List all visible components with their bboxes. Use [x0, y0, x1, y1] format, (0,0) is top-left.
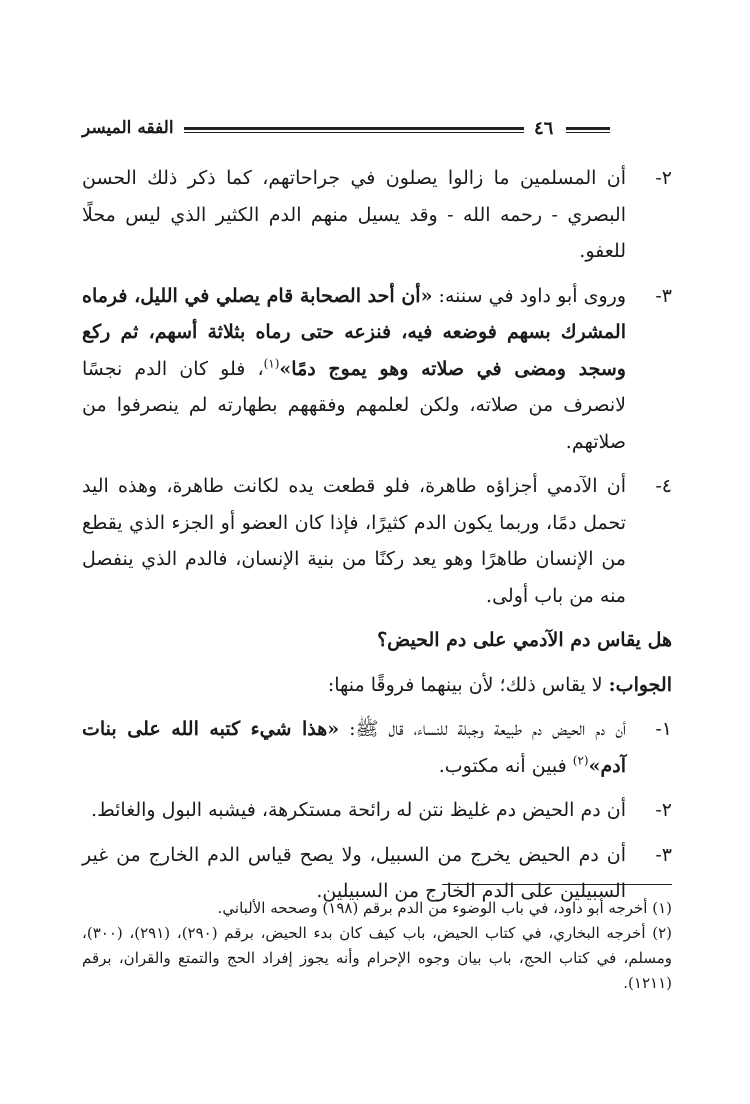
footnote-ref: (٢) [572, 753, 589, 768]
question-heading: هل يقاس دم الآدمي على دم الحيض؟ [377, 629, 672, 651]
text-run: أن دم الحيض دم غليظ نتن له رائحة مستكرهة، فيشبه البول والغائط. [91, 799, 626, 821]
difference-list [82, 711, 672, 910]
list-item [82, 792, 672, 829]
quoted-hadith: «هذا شيء كتبه الله على بنات آدم» [82, 718, 626, 777]
item-number: ١- [655, 718, 672, 740]
text-run: أن المسلمين ما زالوا يصلون في جراحاتهم، كما ذكر ذلك الحسن البصري - رحمه الله - وقد يسيل منهم الدم الكثير الذي ليس محلًا للعفو. [82, 167, 627, 262]
footnote: (١) أخرجه أبو داود، في باب الوضوء من الدم برقم (١٩٨) وصححه الألباني. [217, 899, 672, 917]
answer-paragraph [82, 667, 672, 704]
page-number: ٤٦ [534, 118, 554, 139]
list-item [82, 468, 672, 614]
text-run: أن دم الحيض يخرج من السبيل، ولا يصح قياس الدم الخارج من غير السبيلين على الدم الخارج من السبيلين. [82, 843, 626, 902]
text-run: أن الآدمي أجزاؤه طاهرة، فلو قطعت يده لكانت طاهرة، وهذه اليد تحمل دمًا، وربما يكون الدم كثيرًا، فإذا كان العضو أو الجزء الذي يقطع من الإنسان طاهرًا وهو يعد ركنًا من بنية الإنسان، فالدم الذي ينفصل منه من باب أولى. [82, 475, 626, 607]
footnote-ref: (١) [263, 356, 280, 371]
text-run: فبين أنه مكتوب. [438, 754, 573, 777]
book-title: الفقه الميسر [82, 118, 174, 138]
item-number: ٢- [655, 167, 672, 189]
header-rule-short [566, 127, 610, 133]
list-item [82, 711, 672, 784]
item-text [82, 468, 626, 614]
item-text [82, 792, 626, 829]
list-item [82, 160, 672, 270]
list-item [82, 278, 672, 461]
text-run: ، فلو كان الدم نجسًا لانصرف من صلاته، ولكن لعلمهم وفقههم بطهارته لم ينصرفوا من صلاتهم. [82, 357, 626, 453]
item-text [82, 711, 626, 784]
main-text [82, 160, 672, 918]
item-number: ٢- [655, 799, 672, 821]
text-run: أن دم الحيض دم طبيعة وجبلة للنساء، قال ﷺ: [339, 718, 626, 740]
argument-list [82, 160, 672, 614]
item-text [82, 278, 626, 461]
footnote-separator [442, 884, 672, 885]
running-header [82, 118, 610, 146]
header-rule [184, 127, 524, 133]
item-number: ٣- [655, 843, 672, 866]
text-run: وروى أبو داود في سننه: [432, 284, 626, 307]
answer-text: لا يقاس ذلك؛ لأن بينهما فروقًا منها: [327, 673, 609, 696]
item-text [82, 160, 626, 270]
quoted-hadith: «أن أحد الصحابة قام يصلي في الليل، فرماه المشرك بسهم فوضعه فيه، فنزعه حتى رماه بثلاثة أسهم، ثم ركع وسجد ومضى في صلاته وهو يموج دمًا» [82, 284, 626, 380]
footnote: (٢) أخرجه البخاري، في كتاب الحيض، باب كيف كان بدء الحيض، برقم (٢٩٠)، (٢٩١)، (٣٠٠)، ومسلم، في كتاب الحج، باب بيان وجوه الإحرام وأنه يجوز إفراد الحج والتمتع والقران، برقم (١٢١١). [82, 924, 672, 992]
answer-lead: الجواب: [608, 673, 672, 696]
item-number: ٣- [655, 284, 672, 307]
item-number: ٤- [655, 475, 672, 497]
footnotes [82, 896, 672, 996]
